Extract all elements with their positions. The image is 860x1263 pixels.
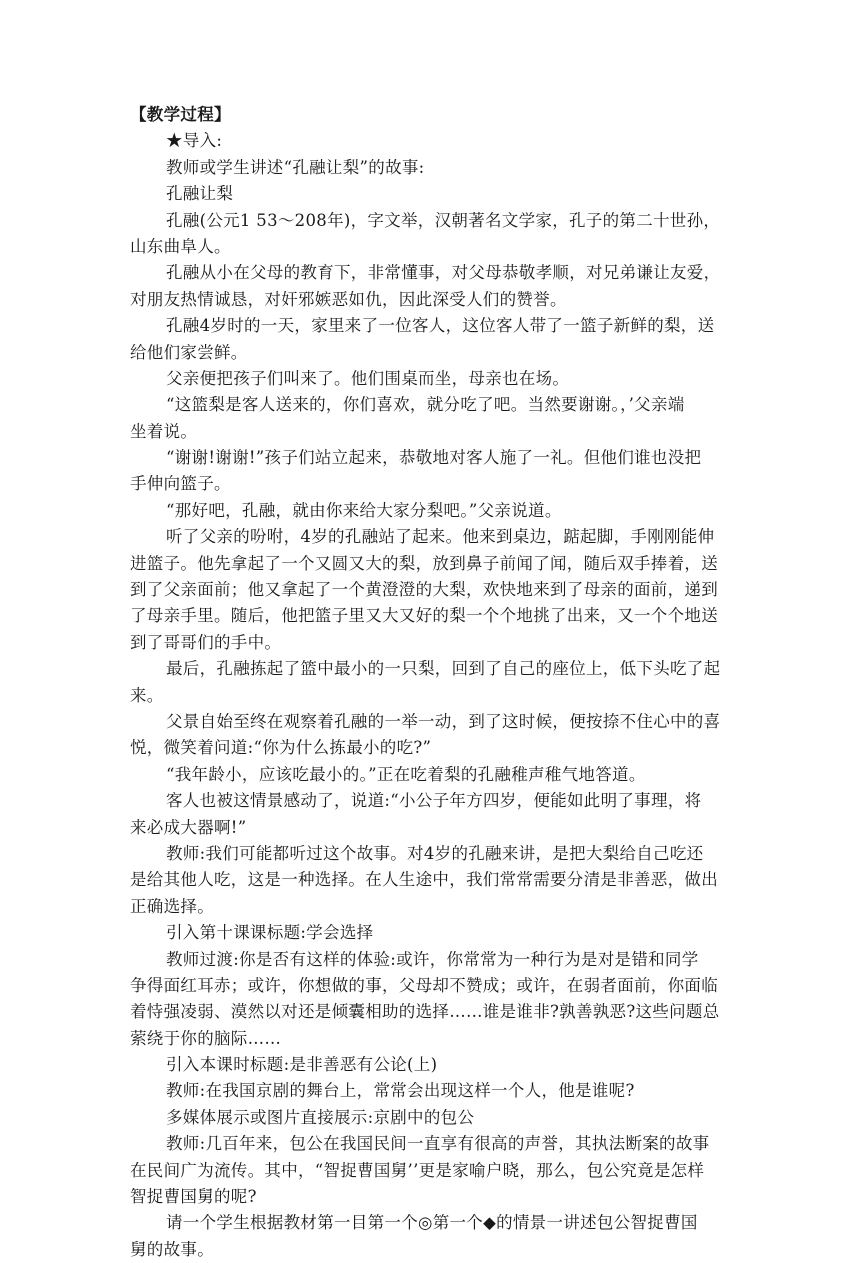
text-line: 山东曲阜人。	[130, 236, 231, 256]
text-line: 来必成大器啊!”	[130, 817, 247, 837]
text-line: 孔融4岁时的一天，家里来了一位客人，这位客人带了一篮子新鲜的梨，送	[166, 316, 715, 336]
text-line: “这篮梨是客人送来的，你们喜欢，就分吃了吧。当然要谢谢。，’父亲端	[166, 395, 685, 415]
text-line: 舅的故事。	[130, 1239, 214, 1259]
text-line: 孔融从小在父母的教育下，非常懂事，对父母恭敬孝顺，对兄弟谦让友爱，	[166, 263, 721, 283]
text-line: 进篮子。他先拿起了一个又圆又大的梨，放到鼻子前闻了闻，随后双手捧着，送	[130, 553, 718, 573]
text-line: 最后，孔融拣起了篮中最小的一只梨，回到了自己的座位上，低下头吃了起	[166, 659, 721, 679]
text-line: 父亲便把孩子们叫来了。他们围桌而坐，母亲也在场。	[166, 368, 570, 388]
text-line: 萦绕于你的脑际……	[130, 1028, 282, 1048]
text-line: 父景自始至终在观察着孔融的一举一动，到了这时候，便按捺不住心中的喜	[166, 711, 721, 731]
text-line: “谢谢!谢谢!”孩子们站立起来，恭敬地对客人施了一礼。但他们谁也没把	[166, 448, 702, 468]
text-line: 对朋友热情诚恳，对奸邪嫉恶如仇，因此深受人们的赞誉。	[130, 289, 567, 309]
text-line: ★导入:	[166, 131, 223, 151]
text-line: 引入第十课课标题:学会选择	[166, 923, 374, 943]
text-line: 孔融(公元1 53～208年)，字文举，汉朝著名文学家，孔子的第二十世孙，	[166, 210, 721, 230]
text-line: 来。	[130, 685, 164, 705]
text-line: 争得面红耳赤；或许，你想做的事，父母却不赞成；或许，在弱者面前，你面临	[130, 975, 718, 995]
text-line: 坐着说。	[130, 421, 198, 441]
text-line: 引入本课时标题:是非善恶有公论(上)	[166, 1055, 438, 1075]
text-line: 教师:在我国京剧的舞台上，常常会出现这样一个人，他是谁呢?	[166, 1081, 635, 1101]
text-line: 到了父亲面前；他又拿起了一个黄澄澄的大梨，欢快地来到了母亲的面前，递到	[130, 580, 718, 600]
text-line: 在民间广为流传。其中，“智捉曹国舅’’更是家喻户晓，那么，包公究竟是怎样	[130, 1160, 705, 1180]
text-line: 请一个学生根据教材第一目第一个◎第一个◆的情景一讲述包公智捉曹国	[166, 1213, 698, 1233]
text-line: 悦，微笑着问道:“你为什么拣最小的吃?”	[130, 738, 432, 758]
text-line: 听了父亲的吩咐，4岁的孔融站了起来。他来到桌边，踮起脚，手刚刚能伸	[166, 527, 715, 547]
text-line: 给他们家尝鲜。	[130, 342, 248, 362]
text-line: “那好吧，孔融，就由你来给大家分梨吧。”父亲说道。	[166, 500, 562, 520]
text-line: “我年龄小，应该吃最小的。”正在吃着梨的孔融稚声稚气地答道。	[166, 764, 646, 784]
text-line: 多媒体展示或图片直接展示:京剧中的包公	[166, 1107, 475, 1127]
text-line: 是给其他人吃，这是一种选择。在人生途中，我们常常需要分清是非善恶，做出	[130, 870, 718, 890]
text-line: 孔融让梨	[166, 184, 234, 204]
text-line: 客人也被这情景感动了，说道:“小公子年方四岁，便能如此明了事理，将	[166, 791, 702, 811]
text-line: 教师:几百年来，包公在我国民间一直享有很高的声誉，其执法断案的故事	[166, 1134, 710, 1154]
text-line: 正确选择。	[130, 896, 214, 916]
text-line: 到了哥哥们的手中。	[130, 632, 282, 652]
section-heading: 【教学过程】	[130, 105, 231, 124]
text-line: 手伸向篮子。	[130, 474, 231, 494]
text-line: 教师或学生讲述“孔融让梨”的故事:	[166, 157, 425, 177]
document-body	[130, 102, 732, 1263]
text-line: 着恃强凌弱、漠然以对还是倾囊相助的选择……谁是谁非?孰善孰恶?这些问题总	[130, 1002, 720, 1022]
text-line: 教师:我们可能都听过这个故事。对4岁的孔融来讲，是把大梨给自己吃还	[166, 843, 704, 863]
text-line: 教师过渡:你是否有这样的体验:或许，你常常为一种行为是对是错和同学	[166, 949, 699, 969]
text-line: 了母亲手里。随后，他把篮子里又大又好的梨一个个地挑了出来，又一个个地送	[130, 606, 718, 626]
text-line: 智捉曹国舅的呢?	[130, 1187, 257, 1207]
